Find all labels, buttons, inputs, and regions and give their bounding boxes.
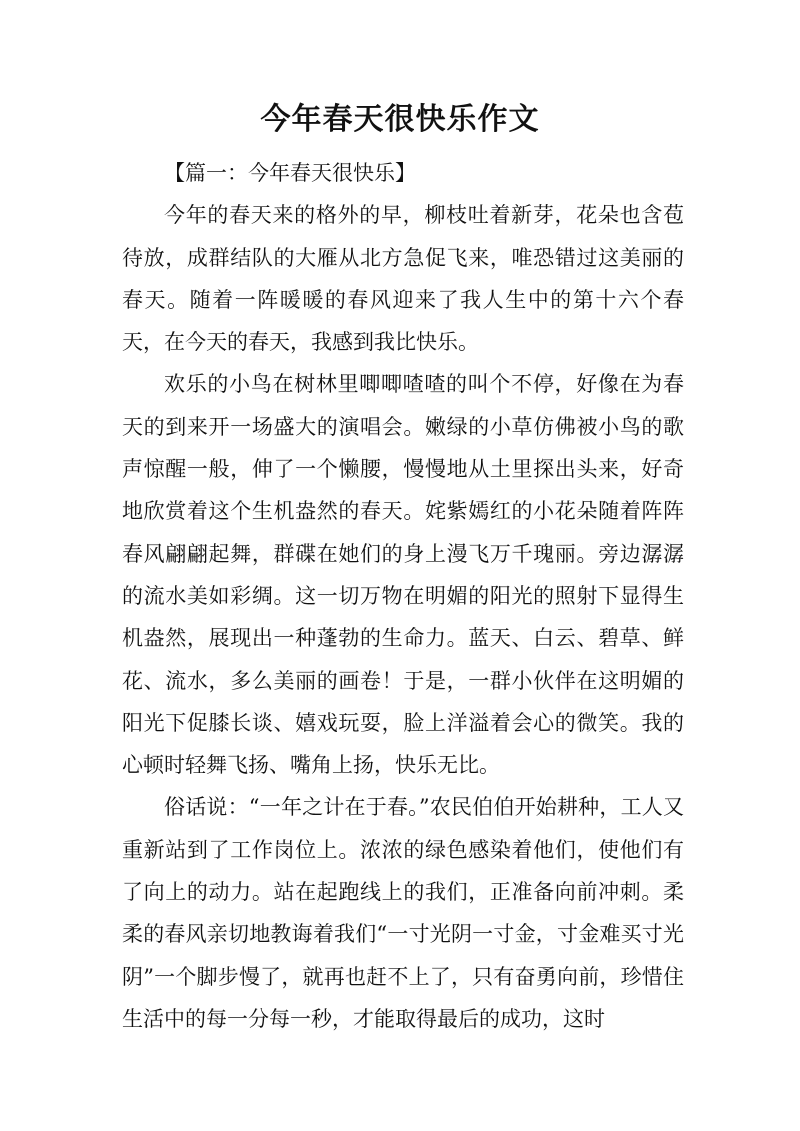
- section-heading: 【篇一：今年春天很快乐】: [164, 161, 416, 185]
- document-title: 今年春天很快乐作文: [260, 102, 540, 137]
- paragraph-1: 今年的春天来的格外的早，柳枝吐着新芽，花朵也含苞待放，成群结队的大雁从北方急促飞来，唯恐错过这美丽的春天。随着一阵暖暖的春风迎来了我人生中的第十六个春天，在今天的春天，我感到我比快乐。: [122, 203, 684, 355]
- paragraph-2: 欢乐的小鸟在树林里唧唧喳喳的叫个不停，好像在为春天的到来开一场盛大的演唱会。嫩绿的小草仿佛被小鸟的歌声惊醒一般，伸了一个懒腰，慢慢地从土里探出头来，好奇地欣赏着这个生机盎然的春天。姹紫嫣红的小花朵随着阵阵春风翩翩起舞，群碟在她们的身上漫飞万千瑰丽。旁边潺潺的流水美如彩绸。这一切万物在明媚的阳光的照射下显得生机盎然，展现出一种蓬勃的生命力。蓝天、白云、碧草、鲜花、流水，多么美丽的画卷！于是，一群小伙伴在这明媚的阳光下促膝长谈、嬉戏玩耍，脸上洋溢着会心的微笑。我的心顿时轻舞飞扬、嘴角上扬，快乐无比。: [122, 372, 684, 778]
- paragraph-3: 俗话说：“一年之计在于春。”农民伯伯开始耕种，工人又重新站到了工作岗位上。浓浓的绿色感染着他们，使他们有了向上的动力。站在起跑线上的我们，正准备向前冲刺。柔柔的春风亲切地教诲着我们“一寸光阴一寸金，寸金难买寸光阴”一个脚步慢了，就再也赶不上了，只有奋勇向前，珍惜住生活中的每一分每一秒，才能取得最后的成功，这时: [122, 795, 684, 1031]
- document-body: [122, 152, 684, 1040]
